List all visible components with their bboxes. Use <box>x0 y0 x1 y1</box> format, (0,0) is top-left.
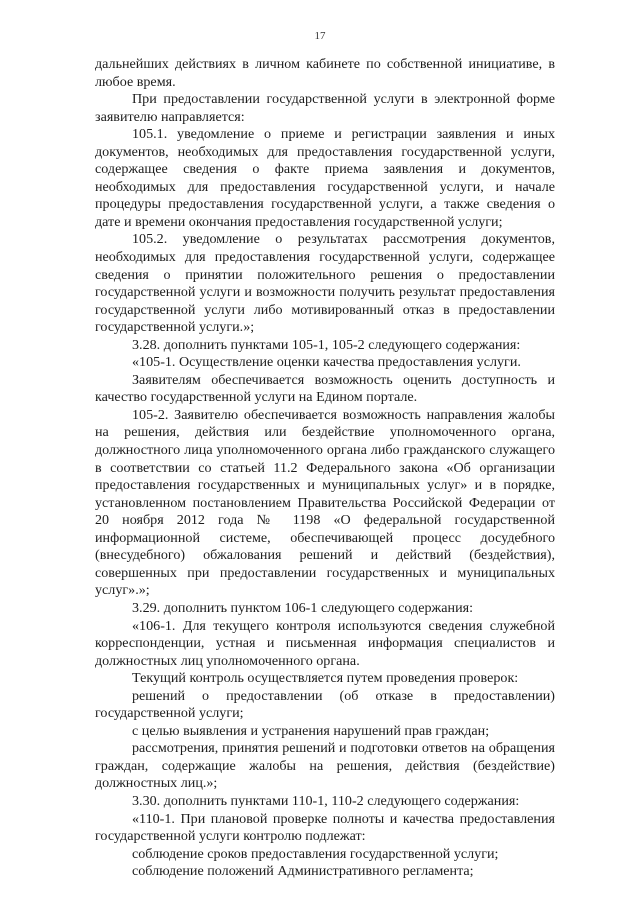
document-body <box>95 56 555 881</box>
page-number: 17 <box>314 30 326 42</box>
paragraph: решений о предоставлении (об отказе в предоставлении) государственной услуги; <box>95 687 555 722</box>
paragraph: 105.2. уведомление о результатах рассмотрения документов, необходимых для предоставления государственной услуги, содержащее сведения о принятии положительного решения о предоставлении государственной услуги и возможности получить результат предоставления государственной услуги либо мотивированный отказ в предоставлении государственной услуги.»; <box>95 231 555 336</box>
paragraph: «106-1. Для текущего контроля используются сведения служебной корреспонденции, устная и письменная информация специалистов и должностных лиц уполномоченного органа. <box>95 617 555 669</box>
paragraph: соблюдение положений Административного регламента; <box>132 863 474 880</box>
paragraph: При предоставлении государственной услуги в электронной форме заявителю направляется: <box>95 91 555 125</box>
paragraph: Текущий контроль осуществляется путем проведения проверок: <box>132 670 519 687</box>
paragraph: дальнейших действиях в личном кабинете по собственной инициативе, в любое время. <box>95 56 555 90</box>
paragraph: 105.1. уведомление о приеме и регистрации заявления и иных документов, необходимых для предоставления государственной услуги, содержащее сведения о факте приема заявления и документов, необходимых для предоставления государственной услуги, и начале процедуры предоставления государственной услуги, а также сведения о дате и времени окончания предоставления государственной услуги; <box>95 126 555 230</box>
paragraph: с целью выявления и устранения нарушений прав граждан; <box>132 722 490 739</box>
paragraph: Заявителям обеспечивается возможность оценить доступность и качество государственной услуги на Едином портале. <box>95 371 555 406</box>
paragraph: 3.28. дополнить пунктами 105-1, 105-2 следующего содержания: <box>132 336 521 353</box>
paragraph: 105-2. Заявителю обеспечивается возможность направления жалобы на решения, действия или бездействие уполномоченного органа, должностного лица уполномоченного органа либо гражданского служащего в соответствии со статьей 11.2 Федерального закона «Об организации предоставления государственных и муниципальных услуг» и в порядке, установленном постановлением Правительства Российской Федерации от 20 ноября 2012 года № 1198 «О федеральной государственной информационной системе, обеспечивающей процесс досудебного (внесудебного) обжалования решений и действий (бездействия), совершенных при предоставлении государственных и муниципальных услуг».»; <box>95 406 555 599</box>
paragraph: соблюдение сроков предоставления государственной услуги; <box>132 845 499 862</box>
paragraph: 3.29. дополнить пунктом 106-1 следующего содержания: <box>132 599 474 616</box>
paragraph: «105-1. Осуществление оценки качества предоставления услуги. <box>132 354 521 371</box>
paragraph: рассмотрения, принятия решений и подготовки ответов на обращения граждан, содержащие жалобы на решения, действия (бездействие) должностных лиц.»; <box>95 740 555 792</box>
paragraph: 3.30. дополнить пунктами 110-1, 110-2 следующего содержания: <box>132 792 520 809</box>
paragraph: «110-1. При плановой проверке полноты и качества предоставления государственной услуги контролю подлежат: <box>95 810 555 845</box>
